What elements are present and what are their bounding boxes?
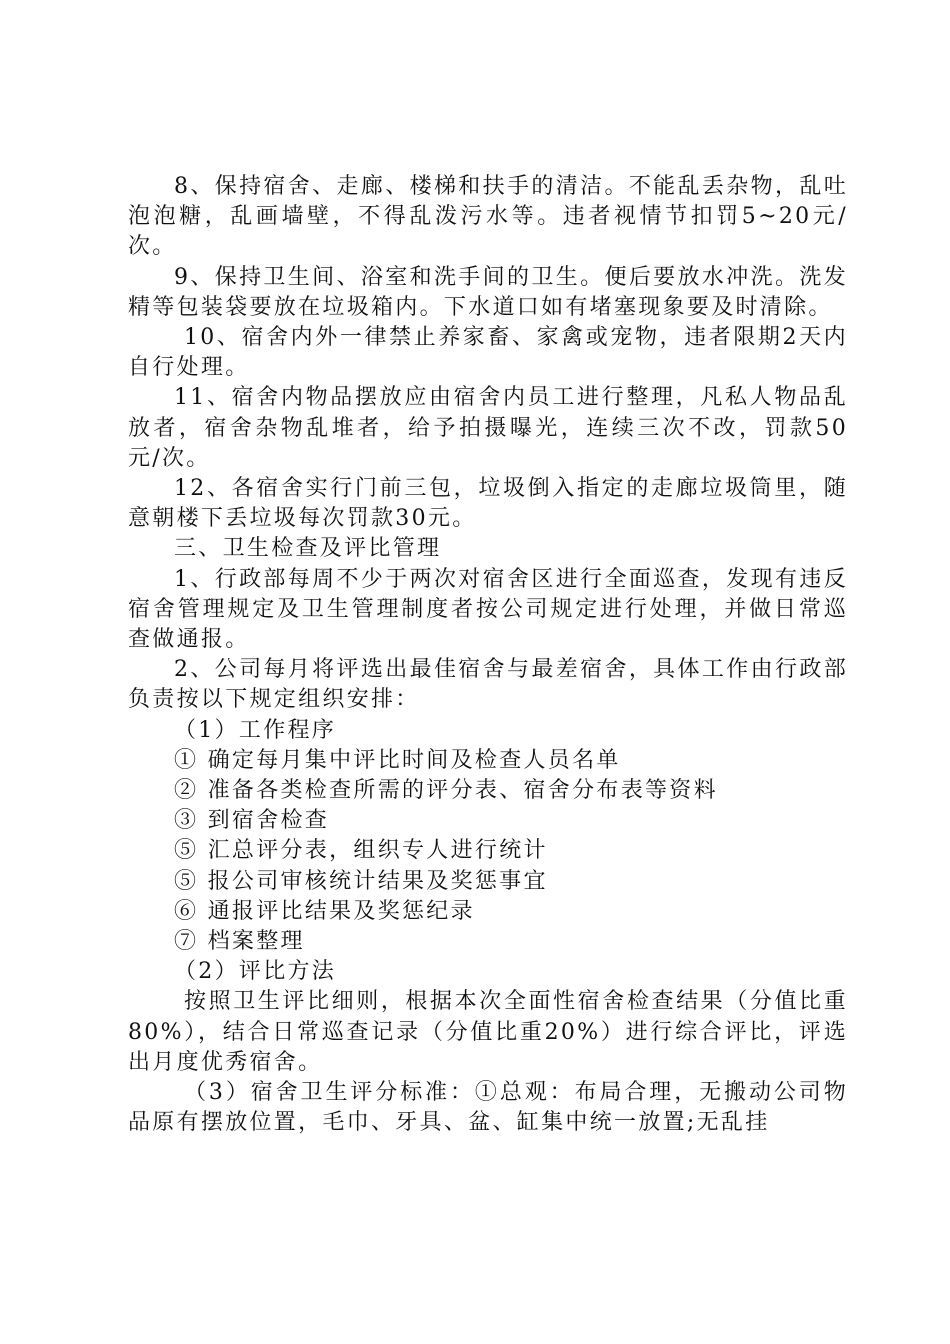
rule-12: 12、各宿舍实行门前三包，垃圾倒入指定的走廊垃圾筒里，随意朝楼下丢垃圾每次罚款30元。 [128,476,848,532]
procedure-item: ⑦ 档案整理 [174,929,305,955]
procedure-item: ⑤ 汇总评分表，组织专人进行统计 [174,838,548,864]
rule-8: 8、保持宿舍、走廊、楼梯和扶手的清洁。不能乱丢杂物，乱吐泡泡糖，乱画墙壁，不得乱泼污水等。违者视情节扣罚5~20元/次。 [128,174,848,260]
rule-9: 9、保持卫生间、浴室和洗手间的卫生。便后要放水冲洗。洗发精等包装袋要放在垃圾箱内。下水道口如有堵塞现象要及时清除。 [128,264,848,320]
rule-11: 11、宿舍内物品摆放应由宿舍内员工进行整理，凡私人物品乱放者，宿舍杂物乱堆者，给予拍摄曝光，连续三次不改，罚款50元/次。 [128,385,848,471]
procedure-list [128,746,848,957]
procedure-item: ③ 到宿舍检查 [174,808,330,834]
procedure-item: ① 确定每月集中评比时间及检查人员名单 [174,747,621,773]
procedure-item: ⑥ 通报评比结果及奖惩纪录 [174,898,475,924]
procedure-item: ② 准备各类检查所需的评分表、宿舍分布表等资料 [174,778,718,804]
section-3-item-1: 1、行政部每周不少于两次对宿舍区进行全面巡查，发现有违反宿舍管理规定及卫生管理制度者按公司规定进行处理，并做日常巡查做通报。 [128,566,848,653]
standard-body: （3）宿舍卫生评分标准：①总观：布局合理，无搬动公司物品原有摆放位置，毛巾、牙具、盆、缸集中统一放置;无乱挂 [128,1080,848,1136]
method-title: （2）评比方法 [174,959,337,985]
procedure-item: ⑤ 报公司审核统计结果及奖惩事宜 [174,868,548,894]
procedure-title: （1）工作程序 [174,717,337,743]
method-body: 按照卫生评比细则，根据本次全面性宿舍检查结果（分值比重80%），结合日常巡查记录（分值比重20%）进行综合评比，评选出月度优秀宿舍。 [128,989,848,1075]
section-3-heading: 三、卫生检查及评比管理 [174,536,442,562]
section-3-item-2: 2、公司每月将评选出最佳宿舍与最差宿舍，具体工作由行政部负责按以下规定组织安排： [128,657,848,713]
document-page [128,172,848,1139]
rule-10: 10、宿舍内外一律禁止养家畜、家禽或宠物，违者限期2天内自行处理。 [128,325,848,381]
